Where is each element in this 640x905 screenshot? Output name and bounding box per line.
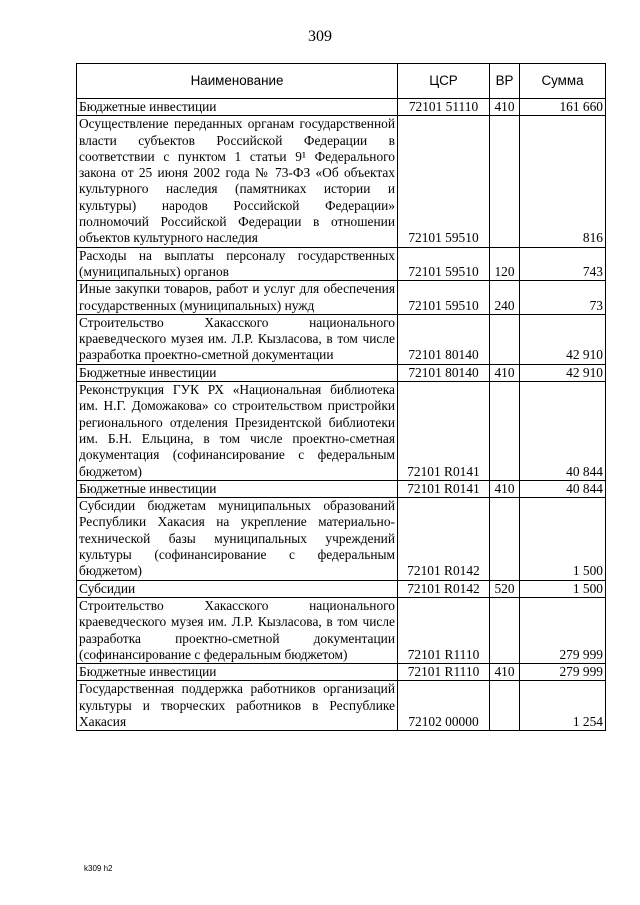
row-sum: 816 — [520, 116, 606, 247]
row-vr — [490, 498, 520, 580]
table-row — [77, 664, 606, 681]
header-name: Наименование — [77, 64, 398, 99]
row-csr: 72101 R0141 — [398, 480, 490, 497]
table-row — [77, 364, 606, 381]
header-sum: Сумма — [520, 64, 606, 99]
row-csr: 72101 R0142 — [398, 498, 490, 580]
row-csr: 72101 51110 — [398, 99, 490, 116]
row-name: Бюджетные инвестиции — [77, 99, 398, 116]
row-sum: 42 910 — [520, 364, 606, 381]
row-vr: 240 — [490, 281, 520, 315]
table-row — [77, 480, 606, 497]
row-vr — [490, 681, 520, 731]
row-sum: 1 500 — [520, 498, 606, 580]
row-csr: 72101 R0141 — [398, 382, 490, 481]
table-row — [77, 681, 606, 731]
row-name: Осуществление переданных органам государственной власти субъектов Российской Федерации в соответствии с пунктом 1 статьи 9¹ Федерального закона от 25 июня 2002 года № 73-ФЗ «Об объектах культурного наследия (памятниках истории и культуры) народов Российской Федерации» полномочий Российской Федерации в отношении объектов культурного наследия — [77, 116, 398, 247]
page-number: 309 — [308, 28, 332, 45]
row-name: Расходы на выплаты персоналу государственных (муниципальных) органов — [77, 247, 398, 281]
header-csr: ЦСР — [398, 64, 490, 99]
row-sum: 40 844 — [520, 480, 606, 497]
row-name: Субсидии бюджетам муниципальных образований Республики Хакасия на укрепление материально-технической базы муниципальных учреждений культуры (софинансирование с федеральным бюджетом) — [77, 498, 398, 580]
row-vr — [490, 314, 520, 364]
row-vr: 410 — [490, 480, 520, 497]
row-vr: 410 — [490, 664, 520, 681]
row-vr — [490, 382, 520, 481]
row-sum: 40 844 — [520, 382, 606, 481]
table-row — [77, 116, 606, 247]
row-name: Государственная поддержка работников организаций культуры и творческих работников в Республике Хакасия — [77, 681, 398, 731]
row-name: Бюджетные инвестиции — [77, 664, 398, 681]
row-name: Иные закупки товаров, работ и услуг для обеспечения государственных (муниципальных) нужд — [77, 281, 398, 315]
row-name: Реконструкция ГУК РХ «Национальная библиотека им. Н.Г. Доможакова» со строительством пристройки регионального отделения Президентской библиотеки им. Б.Н. Ельцина, в том числе проектно-сметная документация (софинансирование с федеральным бюджетом) — [77, 382, 398, 481]
header-vr: ВР — [490, 64, 520, 99]
row-sum: 279 999 — [520, 664, 606, 681]
row-vr: 120 — [490, 247, 520, 281]
table-row — [77, 314, 606, 364]
table-header-row — [77, 64, 606, 99]
row-vr: 520 — [490, 580, 520, 597]
row-csr: 72101 59510 — [398, 116, 490, 247]
row-name: Бюджетные инвестиции — [77, 480, 398, 497]
row-csr: 72101 80140 — [398, 364, 490, 381]
footer-code: k309 h2 — [84, 864, 113, 873]
row-vr — [490, 597, 520, 663]
table-row — [77, 580, 606, 597]
row-csr: 72101 59510 — [398, 281, 490, 315]
table-row — [77, 597, 606, 663]
table-row — [77, 281, 606, 315]
row-sum: 1 254 — [520, 681, 606, 731]
row-sum: 743 — [520, 247, 606, 281]
row-csr: 72102 00000 — [398, 681, 490, 731]
row-name: Бюджетные инвестиции — [77, 364, 398, 381]
row-name: Субсидии — [77, 580, 398, 597]
row-csr: 72101 R0142 — [398, 580, 490, 597]
row-sum: 161 660 — [520, 99, 606, 116]
row-sum: 73 — [520, 281, 606, 315]
table-row — [77, 247, 606, 281]
row-sum: 42 910 — [520, 314, 606, 364]
row-csr: 72101 80140 — [398, 314, 490, 364]
row-vr: 410 — [490, 99, 520, 116]
row-csr: 72101 R1110 — [398, 664, 490, 681]
row-csr: 72101 59510 — [398, 247, 490, 281]
table-row — [77, 382, 606, 481]
table-row — [77, 99, 606, 116]
row-name: Строительство Хакасского национального краеведческого музея им. Л.Р. Кызласова, в том числе разработка проектно-сметной документации (софинансирование с федеральным бюджетом) — [77, 597, 398, 663]
row-sum: 1 500 — [520, 580, 606, 597]
row-name: Строительство Хакасского национального краеведческого музея им. Л.Р. Кызласова, в том числе разработка проектно-сметной документации — [77, 314, 398, 364]
row-sum: 279 999 — [520, 597, 606, 663]
row-csr: 72101 R1110 — [398, 597, 490, 663]
budget-table — [76, 63, 606, 731]
table-row — [77, 498, 606, 580]
row-vr — [490, 116, 520, 247]
row-vr: 410 — [490, 364, 520, 381]
